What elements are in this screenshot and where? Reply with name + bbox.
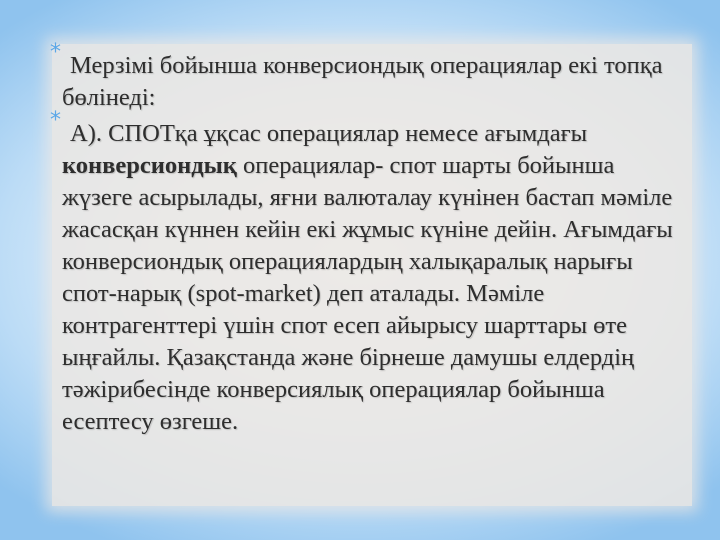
bullet-prefix-text: А). СПОТқа ұқсас операциялар немесе ағымдағы — [70, 120, 588, 147]
bullet-item — [50, 40, 682, 114]
slide-content — [50, 40, 682, 438]
bullet-bold-term: конверсиондық — [62, 152, 237, 179]
bullet-item — [50, 108, 682, 438]
bullet-star-icon: * — [50, 40, 61, 65]
bullet-text: операциялар- спот шарты бойынша жүзеге асырылады, яғни валюталау күнінен бастап мәміле жасасқан күннен кейін екі жұмыс күніне дейін. Ағымдағы конверсиондық операциялардың халықаралық нарығы спот-нарық (spot-market) деп аталады. Мәміле контрагенттері үшін спот есеп айырысу шарттары өте ыңғайлы. Қазақстанда және бірнеше дамушы елдердің тәжірибесінде конверсиялық операциялар бойынша есептесу өзгеше. — [62, 152, 673, 435]
bullet-star-icon: * — [50, 108, 61, 133]
bullet-text: Мерзімі бойынша конверсиондық операциялар екі топқа бөлінеді: — [62, 52, 663, 111]
